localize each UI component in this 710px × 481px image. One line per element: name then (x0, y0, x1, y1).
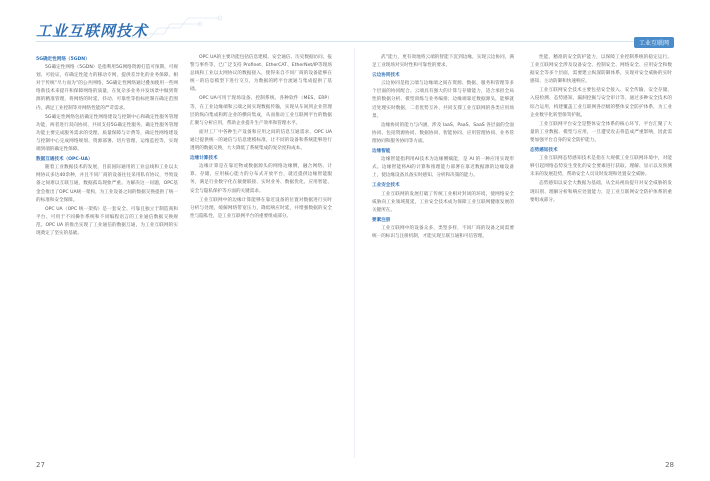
body-paragraph: OPC UA的主要功能包括信息建模、安全通信、历史数据访问、报警与事件等，已广泛支持 Profinet、EtherCAT、EtherNet/IP等现场总线和工业以太网协议的数据接入，使得来自不同厂商的设备能够在统一的信息模型下进行交互，为数据的跨平台流通与集成提供了基础。 (190, 55, 332, 93)
text-column-3 (372, 54, 514, 449)
section-heading: 云边协同技术 (372, 73, 400, 79)
body-paragraph: 工业互联网安全技术主要包括安全接入、安全传输、安全存储、入侵检测、态势感知、漏洞挖掘与安全审计等，通过多种安全技术的综合运用，构建覆盖工业互联网各层级的整体安全防护体系，为工业企业数字化转型保驾护航。 (530, 88, 672, 118)
body-paragraph: 云边协同是指云端与边缘端之间在资源、数据、服务和管理等多个层面的协同配合。云端具有强大的计算与存储能力，适合承担全局性的数据分析、模型训练与业务编排；边缘端靠近数据源头，能够就近处理实时数据，二者优势互补，共同支撑工业互联网的各类应用场景。 (372, 81, 514, 119)
body-paragraph: OPC UA（OPC 统一架构）是一套安全、可靠且独立于制造商和平台、可用于不同操作系统和不同编程语言的工业通信数据交换规范。OPC UA 的推出实现了工业通信的数据互通，为工业互联网的实现奠定了坚实的基础。 (36, 206, 178, 236)
section-heading: 边缘智能 (372, 149, 391, 155)
body-paragraph: 5G确定性网络（5GDN）是指利用5G网络资源打造可预期、可规划、可验证，有确定性能力的移动专网，提供差异化的业务保障。相对于传统“尽力而为”的公共网络，5G确定性网络通过叠加使用一些网络新技术来提升和保障网络的质量，在复杂多业务并发场景中做到资源的精准管理，将网络的时延、抖动、可靠性等指标控制在确定范围内，满足工业控制等对网络性能的严苛需求。 (36, 65, 178, 111)
body-paragraph: 边缘智能指利用AI技术为边缘侧赋能，是 AI 的一种应用实现形式。边缘智能将AI的计算和推理能力部署在靠近数据源的边缘设备上，使边缘设备具备实时感知、分析和决策的能力。 (372, 157, 514, 179)
body-paragraph: 态势感知以安全大数据为基础，从全局视角提升对安全威胁的发现识别、理解分析和响应处置能力，是工业互联网安全防护体系的重要组成部分。 (530, 181, 672, 203)
body-paragraph: 5G确定性网络包括确定性网络建设与控制中心和确定性服务管理功能，两者进行双向协同，共同支持5G确定性服务。确定性服务管理功能主要完成服务需求的受理、质量保障与计费等，确定性网络建设与控制中心完成网络规划、资源部署、切片管理、运维监控等，实现端到端的确定性保障。 (36, 114, 178, 153)
body-paragraph: 工业互联网的发展打破了传统工业相对封闭的环境，使网络安全威胁向工业领域蔓延，工业安全技术成为保障工业互联网健康发展的关键所在。 (372, 191, 514, 213)
page-header (0, 0, 710, 48)
section-heading: 5G确定性网络（5GDN） (36, 57, 90, 62)
page-spine (354, 48, 355, 458)
body-paragraph: 工业互联网平台安全是整体安全体系的核心环节，平台汇聚了大量的工业数据、模型与应用，一旦遭受攻击将造成严重影响，因此需要加强平台自身的安全防护能力。 (530, 121, 672, 143)
body-paragraph: 武”能力，更有效地将云端的智能下沉到边缘，实现云边协同，满足工业现场对实时性和可靠性的要求。 (372, 55, 514, 69)
page-title: 工业互联网技术 (36, 22, 149, 40)
body-paragraph: 工业互联网中的设备众多，类型多样，不同厂商的设备之间需要统一的标识与注册机制，才能实现互联互通和可信管理。 (372, 225, 514, 239)
section-heading: 数据互通技术（OPC-UA） (36, 157, 93, 163)
body-paragraph: 面对工厂中各种生产设备和应用之间的信息互通需求，OPC UA 通过提供统一的通信与信息建模标准，让不同的设备和系统能够进行透明的数据交换，大大降低了系统集成的复杂度和成本。 (190, 129, 332, 152)
section-tag: 工业互联网 (634, 37, 674, 48)
page-number-left: 27 (36, 461, 45, 469)
section-heading: 要素注册 (372, 217, 391, 223)
section-heading: 边缘计算技术 (190, 156, 218, 162)
body-paragraph: 随着工业数据技术的发展，目前国际通用的工业总线和工业以太网协议多达40余种，并且不同厂商的设备往往采用私有协议，导致设备之间难以互联互通，数据孤岛现象严重。为解决这一问题，OPC基金会推出了OPC UA统一架构，为工业设备之间的数据交换提供了统一的标准和安全保障。 (36, 165, 178, 203)
text-column-2 (190, 54, 332, 449)
body-paragraph: 工业互联网态势感知技术是指在大规模工业互联网环境中，对能够引起网络态势发生变化的安全要素进行获取、理解、显示以及预测未来的发展趋势，帮助安全人员及时发现和处置安全威胁。 (530, 156, 672, 178)
text-column-1 (36, 54, 178, 449)
body-paragraph: 边缘协同的能力与内涵，涉及 IaaS、PaaS、SaaS 各层面的全面协同。包括资源协同、数据协同、智能协同、应用管理协同、业务管理协同和服务协同等方面。 (372, 122, 514, 144)
body-paragraph: 工业互联网中的边缘计算能够在靠近设备的位置对数据进行实时分析与处理，缓解网络带宽压力，降低响应时延，并增强数据的安全性与隐私性，是工业互联网平台的重要组成部分。 (190, 197, 332, 219)
title-underline (36, 41, 674, 42)
body-paragraph: 性能、精准的安全防护能力，以保障工业控制系统的稳定运行。工业互联网安全涉及设备安全、控制安全、网络安全、应用安全和数据安全等多个层面，需要建立纵深防御体系，实现对安全威胁的实时感知、主动防御和快速响应。 (530, 55, 672, 85)
body-paragraph: OPC UA可用于现场设备、控制系统、各种软件（MES、ERP）等，在工业边缘端和云端之间实现数据传输，实现从车间到企业管理层的纵向集成和跨企业的横向集成，从而推动工业互联网平台的数据汇聚与分析应用，帮助企业提升生产效率和管理水平。 (190, 96, 332, 126)
page-number-right: 28 (665, 461, 674, 469)
section-heading: 态势感知技术 (530, 148, 558, 154)
section-heading: 工业安全技术 (372, 183, 400, 189)
text-column-4 (530, 54, 672, 449)
body-paragraph: 边缘计算是在靠近物或数据源头的网络边缘侧，融合网络、计算、存储、应用核心能力的分布式开放平台，就近提供边缘智能服务，满足行业数字化在敏捷联接、实时业务、数据优化、应用智能、安全与隐私保护等方面的关键需求。 (190, 164, 332, 194)
